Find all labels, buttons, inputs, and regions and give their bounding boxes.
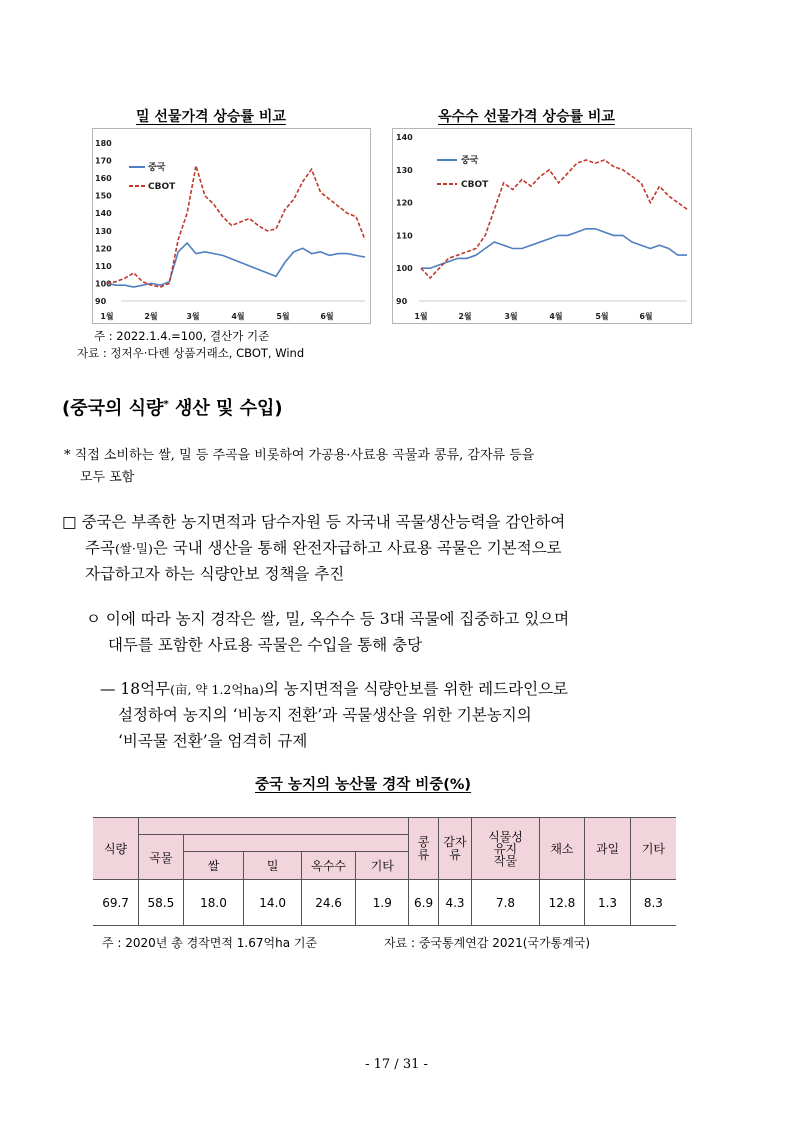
paragraph-2-line1: ㅇ 이에 따라 농지 경작은 쌀, 밀, 옥수수 등 3대 곡물에 집중하고 있으며 (86, 610, 570, 628)
value-grain: 58.5 (139, 880, 184, 926)
wheat-x-tick: 4월 (231, 312, 245, 321)
header-corn: 옥수수 (301, 852, 355, 880)
corn-x-tick: 4월 (549, 312, 563, 321)
wheat-y-tick: 130 (95, 226, 112, 236)
wheat-y-tick: 100 (95, 279, 112, 289)
corn-x-tick: 3월 (504, 312, 518, 321)
header-vegetable: 채소 (539, 818, 585, 880)
header-spacer (139, 818, 409, 835)
section-heading-pre: (중국의 식량 (62, 398, 164, 419)
p3-l1-small: (亩, 약 1.2억ha) (170, 682, 264, 697)
header-wheat: 밀 (244, 852, 302, 880)
wheat-chart-svg (93, 129, 370, 323)
paragraph-1-line2 (85, 535, 562, 561)
section-heading-sup: * (163, 399, 169, 410)
corn-y-tick: 130 (396, 165, 413, 175)
wheat-chart-title: 밀 선물가격 상승률 비교 (136, 109, 286, 125)
table-note: 주 : 2020년 총 경작면적 1.67억ha 기준 (102, 936, 318, 950)
paragraph-3-line2: 설정하여 농지의 ‘비농지 전환’과 곡물생산을 위한 기본농지의 (118, 706, 532, 724)
p1-l2-a: 주곡 (85, 539, 115, 557)
table-source: 자료 : 중국통계연감 2021(국가통계국) (384, 936, 591, 950)
chart-source: 자료 : 정저우·다롄 상품거래소, CBOT, Wind (77, 346, 305, 360)
corn-cbot-line (421, 160, 687, 278)
p1-l2-b: 은 국내 생산을 통해 완전자급하고 사료용 곡물은 기본적으로 (152, 539, 562, 557)
corn-legend-cbot: CBOT (461, 180, 489, 190)
wheat-legend-china: 중국 (148, 163, 166, 173)
paragraph-1-line3: 자급하고자 하는 식량안보 정책을 추진 (85, 565, 345, 583)
corn-y-tick: 120 (396, 198, 413, 208)
header-fruit: 과일 (585, 818, 631, 880)
corn-legend-china: 중국 (461, 156, 479, 166)
value-rice: 18.0 (183, 880, 244, 926)
value-potato: 4.3 (438, 880, 472, 926)
corn-chart (392, 128, 692, 324)
wheat-x-tick: 5월 (276, 312, 290, 321)
chart-note: 주 : 2022.1.4.=100, 결산가 기준 (94, 329, 270, 343)
wheat-x-tick: 3월 (186, 312, 200, 321)
wheat-china-line (107, 243, 365, 287)
paragraph-3-line1 (100, 676, 568, 702)
table-title: 중국 농지의 농산물 경작 비중(%) (255, 777, 472, 793)
corn-y-tick: 140 (396, 133, 413, 142)
page-number: - 17 / 31 - (365, 1057, 428, 1072)
corn-china-line (421, 229, 687, 268)
footnote-line2: 모두 포함 (80, 470, 135, 485)
wheat-y-tick: 160 (95, 174, 112, 184)
wheat-y-tick: 170 (95, 156, 112, 166)
p3-l1-a: — 18억무 (100, 680, 171, 698)
wheat-y-tick: 120 (95, 244, 112, 254)
value-vegetable: 12.8 (539, 880, 585, 926)
wheat-x-tick: 1월 (100, 312, 114, 321)
corn-chart-title: 옥수수 선물가격 상승률 비교 (438, 109, 615, 125)
corn-y-tick: 110 (396, 231, 413, 241)
header-grain-spacer (183, 835, 409, 852)
wheat-y-tick: 150 (95, 191, 112, 201)
header-oilseed: 식물성 유지 작물 (472, 818, 539, 880)
corn-chart-svg (393, 129, 691, 323)
value-grain-other: 1.9 (356, 880, 409, 926)
value-beans: 6.9 (409, 880, 438, 926)
p1-l2-small: (쌀·밀) (114, 541, 153, 556)
paragraph-2-line2: 대두를 포함한 사료용 곡물은 수입을 통해 충당 (108, 636, 423, 654)
p3-l1-b: 의 농지면적을 식량안보를 위한 레드라인으로 (263, 680, 569, 698)
crop-share-table (93, 817, 676, 926)
value-other: 8.3 (630, 880, 676, 926)
header-beans: 콩 류 (409, 818, 438, 880)
footnote-line1: * 직접 소비하는 쌀, 밀 등 주곡을 비롯하여 가공용·사료용 곡물과 콩류, 감자류 등을 (64, 448, 535, 463)
corn-y-tick: 90 (396, 297, 408, 306)
section-heading-post: 생산 및 수입) (168, 398, 283, 419)
value-food: 69.7 (93, 880, 139, 926)
wheat-y-tick: 110 (95, 261, 112, 271)
corn-x-tick: 6월 (639, 312, 653, 321)
corn-x-tick: 1월 (414, 312, 428, 321)
wheat-cbot-line (107, 166, 365, 287)
corn-y-tick: 100 (396, 264, 413, 274)
wheat-y-tick: 90 (95, 297, 107, 306)
wheat-x-tick: 2월 (144, 312, 158, 321)
corn-x-tick: 2월 (458, 312, 472, 321)
wheat-y-tick: 140 (95, 209, 112, 219)
value-fruit: 1.3 (585, 880, 631, 926)
header-other: 기타 (630, 818, 676, 880)
section-heading (62, 394, 283, 420)
paragraph-3-line3: ‘비곡물 전환’을 엄격히 규제 (118, 732, 308, 750)
header-food: 식량 (93, 818, 139, 880)
value-oilseed: 7.8 (472, 880, 539, 926)
wheat-legend-cbot: CBOT (148, 182, 176, 192)
header-potato: 감자 류 (438, 818, 472, 880)
header-grain: 곡물 (139, 835, 184, 880)
header-grain-other: 기타 (356, 852, 409, 880)
value-corn: 24.6 (301, 880, 355, 926)
header-rice: 쌀 (183, 852, 244, 880)
wheat-x-tick: 6월 (320, 312, 334, 321)
wheat-chart (92, 128, 371, 324)
corn-x-tick: 5월 (595, 312, 609, 321)
paragraph-1-line1: □ 중국은 부족한 농지면적과 담수자원 등 자국내 곡물생산능력을 감안하여 (62, 513, 566, 531)
value-wheat: 14.0 (244, 880, 302, 926)
wheat-y-tick: 180 (95, 139, 112, 148)
